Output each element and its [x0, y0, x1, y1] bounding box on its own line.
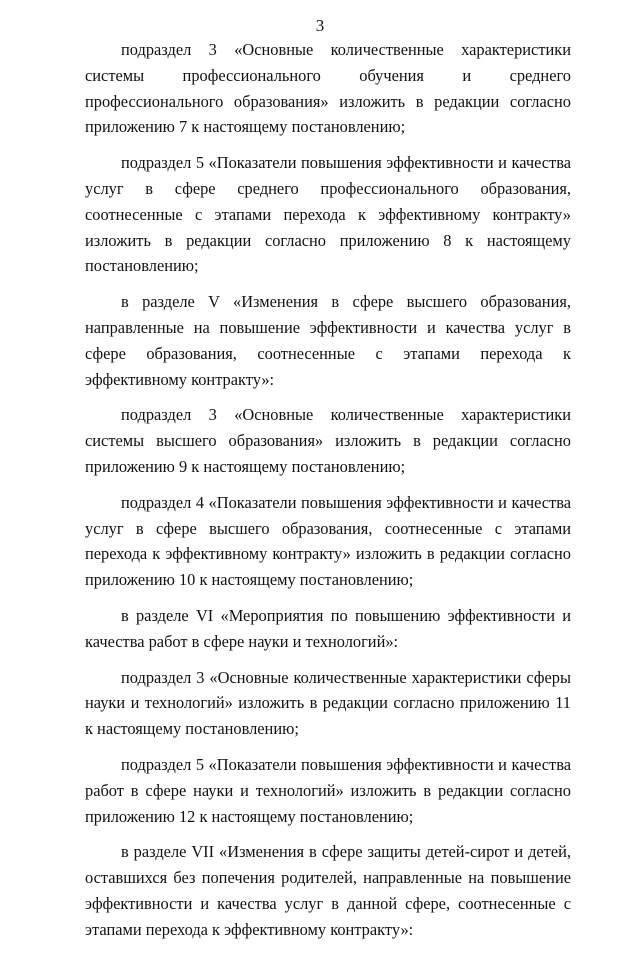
paragraph-section-vii: в разделе VII «Изменения в сфере защиты детей-сирот и детей, оставшихся без попечения родителей, направленные на повышение эффективности и качества услуг в данной сфере, соотнесенные с этапами перехода к эффективному контракту»: [85, 842, 571, 939]
page-number: 3 [315, 16, 325, 35]
paragraph-section-v: в разделе V «Изменения в сфере высшего образования, направленные на повышение эффективности и качества услуг в сфере образования, соотнесенные с этапами перехода к эффективному контракту»: [85, 292, 571, 389]
paragraph-subsection-5-science: подраздел 5 «Показатели повышения эффективности и качества работ в сфере науки и технологий» изложить в редакции согласно приложению 12 к настоящему постановлению; [85, 754, 571, 826]
paragraph-subsection-3-higher: подраздел 3 «Основные количественные характеристики системы высшего образования» изложить в редакции согласно приложению 9 к настоящему постановлению; [85, 405, 571, 476]
paragraph-subsection-5-vocational: подраздел 5 «Показатели повышения эффективности и качества услуг в сфере среднего профессионального образования, соотнесенные с этапами перехода к эффективному контракту» изложить в редакции согласно приложению 8 к настоящему постановлению; [85, 153, 571, 276]
document-body [85, 37, 571, 953]
paragraph-subsection-3-vocational: подраздел 3 «Основные количественные характеристики системы профессионального обучения и среднего профессионального образования» изложить в редакции согласно приложению 7 к настоящему постановлению; [85, 40, 571, 137]
paragraph-subsection-3-science: подраздел 3 «Основные количественные характеристики сферы науки и технологий» изложить в редакции согласно приложению 11 к настоящему постановлению; [85, 667, 571, 739]
paragraph-subsection-4-higher: подраздел 4 «Показатели повышения эффективности и качества услуг в сфере высшего образования, соотнесенные с этапами перехода к эффективному контракту» изложить в редакции согласно приложению 10 к настоящему постановлению; [85, 492, 571, 590]
paragraph-section-vi: в разделе VI «Мероприятия по повышению эффективности и качества работ в сфере науки и технологий»: [85, 605, 571, 651]
